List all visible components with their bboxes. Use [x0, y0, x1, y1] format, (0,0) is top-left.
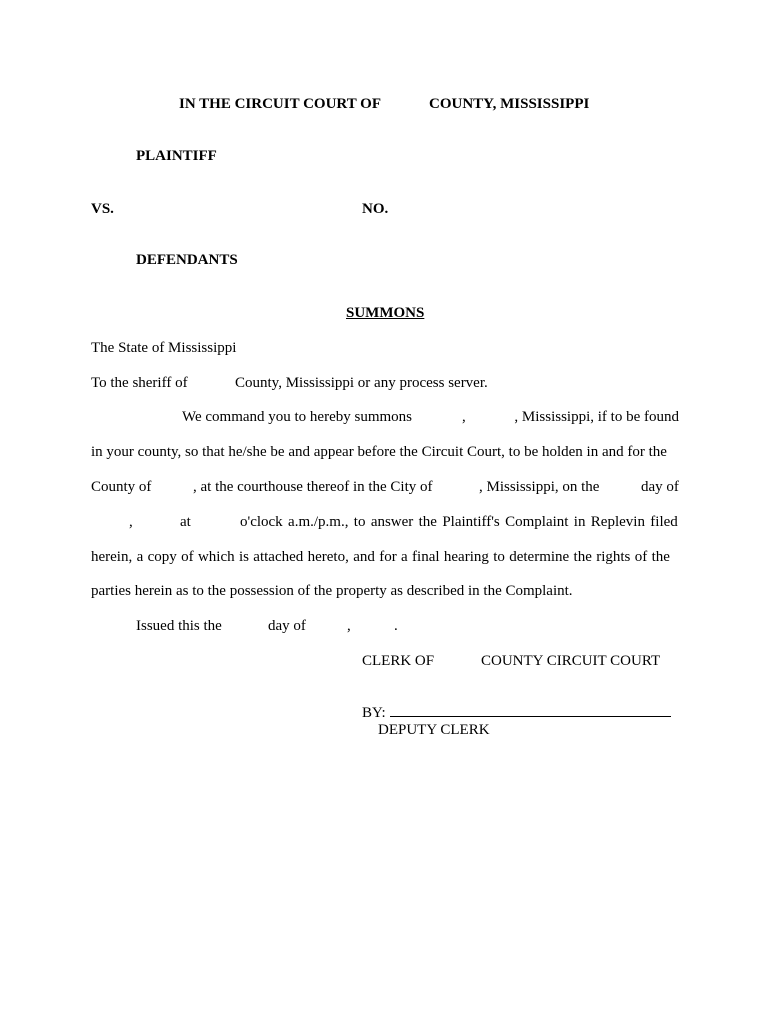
- deputy-clerk-label: DEPUTY CLERK: [378, 722, 490, 738]
- court-title-prefix: IN THE CIRCUIT COURT OF: [179, 96, 382, 112]
- county-circuit-court-label: COUNTY CIRCUIT COURT: [481, 653, 661, 669]
- state-line: The State of Mississippi: [91, 340, 237, 356]
- issued-label: Issued this the: [136, 618, 222, 634]
- case-number-label: NO.: [362, 201, 389, 217]
- body-line-6: parties herein as to the possession of the property as described in the Complaint.: [91, 583, 573, 599]
- mississippi-on-text: , Mississippi, on the: [479, 479, 600, 495]
- plaintiff-label: PLAINTIFF: [136, 148, 217, 164]
- defendants-label: DEFENDANTS: [136, 252, 238, 268]
- document-title: SUMMONS: [346, 305, 425, 321]
- by-label: BY:: [362, 705, 386, 721]
- date-comma: ,: [129, 514, 133, 530]
- vs-label: VS.: [91, 201, 114, 217]
- courthouse-text: , at the courthouse thereof in the City of: [193, 479, 433, 495]
- issued-day-of: day of: [268, 618, 306, 634]
- at-label: at: [180, 514, 191, 530]
- oclock-line: [240, 513, 679, 531]
- sheriff-line-start: To the sheriff of: [91, 375, 188, 391]
- command-end: , Mississippi, if to be found: [514, 409, 679, 425]
- day-of-label: day of: [641, 479, 679, 495]
- command-comma: ,: [462, 409, 466, 425]
- sheriff-line-end: County, Mississippi or any process server.: [235, 375, 488, 391]
- body-line-5: herein, a copy of which is attached hereto, and for a final hearing to determine the rights of the: [91, 549, 670, 565]
- command-text: We command you to hereby summons: [182, 409, 413, 425]
- clerk-of-label: CLERK OF: [362, 653, 435, 669]
- body-line-2: [91, 443, 679, 461]
- signature-line[interactable]: [390, 716, 671, 717]
- issued-comma: ,: [347, 618, 351, 634]
- county-of-label: County of: [91, 479, 152, 495]
- court-title-suffix: COUNTY, MISSISSIPPI: [429, 96, 590, 112]
- oclock-text: o'clock a.m./p.m., to answer the Plaintiff's Complaint in Replevin filed: [240, 514, 678, 530]
- issued-period: .: [394, 618, 398, 634]
- body-line-2-text: in your county, so that he/she be and appear before the Circuit Court, to be holden in and for the: [91, 444, 667, 460]
